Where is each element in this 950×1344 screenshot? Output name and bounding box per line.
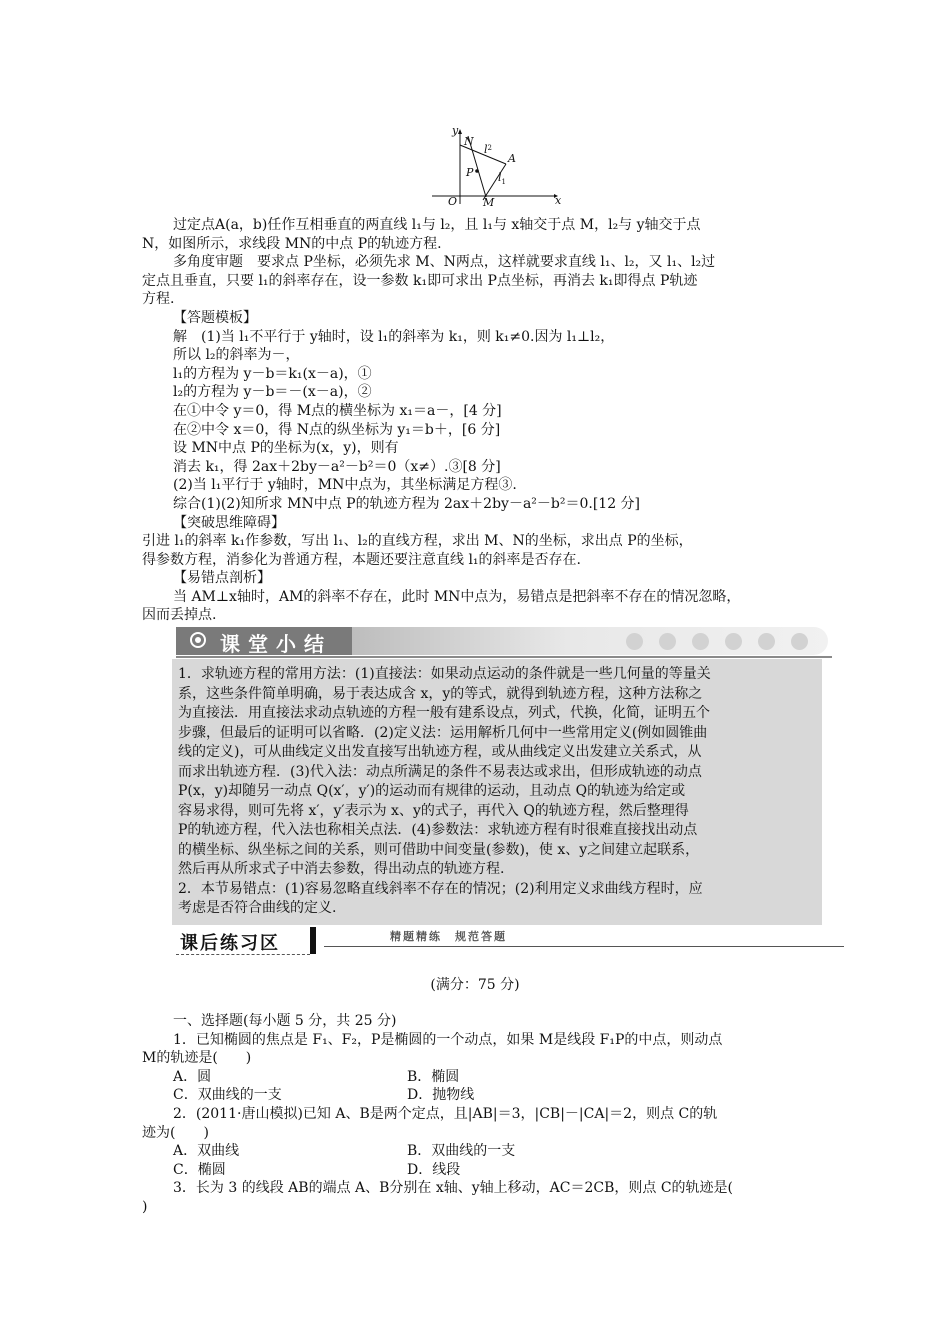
practice-section-title: 课后练习区 [180,933,280,954]
q2-option-a: A．双曲线 [173,1143,240,1160]
problem-block [142,216,820,625]
breakthrough-line-1: 引进 l₁的斜率 k₁作参数，写出 l₁、l₂的直线方程，求出 M、N的坐标，求出点 P的坐标， [142,533,693,550]
point-p [475,169,479,173]
q2-option-d: D．线段 [407,1161,461,1178]
template-line-1: 解 (1)当 l₁不平行于 y轴时，设 l₁的斜率为 k₁，则 k₁≠0.因为 l₁⊥l₂， [173,328,615,345]
template-line-5: 在①中令 y＝0，得 M点的横坐标为 x₁＝a－，[4 分] [173,402,502,419]
label-n: N [464,135,474,148]
q1-options-row-2 [142,1086,820,1105]
dot-icon [659,633,676,650]
label-l2: $l^2$ [484,143,492,156]
template-line-6: 在②中令 x＝0，得 N点的纵坐标为 y₁＝b＋，[6 分] [173,421,501,438]
breakthrough-heading: 【突破思维障碍】 [173,514,285,531]
q3-stem-2: ) [142,1198,148,1215]
summary-section-header [176,627,828,655]
label-a: A [508,152,516,165]
template-line-2: 所以 l₂的斜率为－， [173,347,300,364]
pitfall-heading: 【易错点剖析】 [173,570,271,587]
label-l1: $l_1$ [498,171,506,186]
summary-line-4: 步骤，但最后的证明可以省略．(2)定义法：运用解析几何中一些常用定义(例如圆锥曲 [178,724,708,741]
summary-box [172,659,822,925]
analysis-line-1: 多角度审题 要求点 P坐标，必须先求 M、N两点，这样就要求直线 l₁、l₂，又 l₁、l₂过 [173,254,716,271]
q3-stem-1: 3．长为 3 的线段 AB的端点 A、B分别在 x轴、y轴上移动，AC＝2CB，则点 C的轨迹是( [173,1180,734,1197]
summary-line-9: P的轨迹方程，代入法也称相关点法．(4)参数法：求轨迹方程有时很难直接找出动点 [178,822,698,838]
label-x: x [555,194,562,207]
summary-line-6: 而求出轨迹方程．(3)代入法：动点所满足的条件不易表达或求出，但形成轨迹的动点 [178,763,702,780]
summary-line-11: 然后再从所求式子中消去参数，得出动点的轨迹方程. [178,861,505,877]
q1-option-d: D．抛物线 [407,1087,475,1104]
dot-icon [692,633,709,650]
label-m: M [483,196,495,209]
geometry-figure [430,124,562,209]
analysis-line-2: 定点且垂直，只要 l₁的斜率存在，设一参数 k₁即可求出 P点坐标，再消去 k₁即得点 P轨迹 [142,272,698,289]
problem-line-2: N，如图所示，求线段 MN的中点 P的轨迹方程. [142,235,442,252]
practice-slogan: 精题精练 规范答题 [390,930,507,943]
q2-option-c: C．椭圆 [173,1161,226,1178]
dot-icon [626,633,643,650]
dot-icon [758,633,775,650]
q1-option-b: B．椭圆 [407,1068,460,1085]
summary-line-5: 线的定义)，可从曲线定义出发直接写出轨迹方程，或从曲线定义出发建立关系式，从 [178,744,702,760]
template-line-9: (2)当 l₁平行于 y轴时，MN中点为，其坐标满足方程③. [173,477,517,494]
q2-option-b: B．双曲线的一支 [407,1143,516,1160]
questions-block [142,1012,820,1217]
template-line-10: 综合(1)(2)知所求 MN中点 P的轨迹方程为 2ax＋2by－a²－b²＝0.[12 分] [173,495,641,512]
q1-option-a: A．圆 [173,1068,212,1085]
q1-options-row-1 [142,1068,820,1087]
summary-line-2: 系，这些条件简单明确，易于表达成含 x，y的等式，就得到轨迹方程，这种方法称之 [178,685,703,702]
summary-line-13: 考虑是否符合曲线的定义. [178,900,337,916]
score-note: (满分：75 分) [430,977,520,993]
q2-stem-2: 迹为( ) [142,1124,209,1141]
dot-icon [725,633,742,650]
problem-line-1: 过定点A(a，b)任作互相垂直的两直线 l₁与 l₂，且 l₁与 x轴交于点 M，l₂与 y轴交于点 [173,217,701,233]
divider [324,946,844,947]
summary-line-12: 2．本节易错点：(1)容易忽略直线斜率不存在的情况；(2)利用定义求曲线方程时，应 [178,880,703,897]
template-line-8: 消去 k₁，得 2ax＋2by－a²－b²＝0（x≠）.③[8 分] [173,458,501,475]
q2-options-row-2 [142,1161,820,1180]
decorative-dots [626,633,808,650]
template-line-4: l₂的方程为 y－b＝－(x－a)，② [173,384,372,401]
summary-line-3: 为直接法．用直接法求动点轨迹的方程一般有建系设点，列式，代换，化简，证明五个 [178,705,710,721]
divider [176,954,310,955]
pitfall-line-2: 因而丢掉点. [142,607,217,624]
q2-options-row-1 [142,1142,820,1161]
question-section-heading: 一、选择题(每小题 5 分，共 25 分) [173,1013,397,1029]
q1-stem-1: 1．已知椭圆的焦点是 F₁、F₂，P是椭圆的一个动点，如果 M是线段 F₁P的中点，则动点 [173,1031,723,1048]
dot-icon [791,633,808,650]
practice-section-header [176,924,844,958]
divider [176,656,832,658]
breakthrough-line-2: 得参数方程，消参化为普通方程，本题还要注意直线 l₁的斜率是否存在. [142,551,581,568]
q2-stem-1: 2．(2011·唐山模拟)已知 A、B是两个定点，且|AB|＝3，|CB|－|CA|＝2，则点 C的轨 [173,1105,718,1122]
q1-stem-2: M的轨迹是( ) [142,1050,252,1067]
summary-section-title: 课堂小结 [220,632,332,656]
divider [310,927,316,954]
template-line-3: l₁的方程为 y－b＝k₁(x－a)，① [173,365,372,382]
y-axis-arrow [458,129,462,134]
bullet-circle-icon [190,632,206,648]
template-heading: 【答题模板】 [173,309,257,326]
q1-option-c: C．双曲线的一支 [173,1087,282,1104]
pitfall-line-1: 当 AM⊥x轴时，AM的斜率不存在，此时 MN中点为，易错点是把斜率不存在的情况忽略， [173,588,741,605]
template-line-7: 设 MN中点 P的坐标为(x，y)，则有 [173,440,399,457]
analysis-line-3: 方程. [142,291,175,308]
summary-line-7: P(x，y)却随另一动点 Q(x′，y′)的运动而有规律的运动，且动点 Q的轨迹为给定或 [178,783,686,799]
label-p: P [466,166,474,179]
summary-line-10: 的横坐标、纵坐标之间的关系，则可借助中间变量(参数)，使 x、y之间建立起联系， [178,841,700,858]
label-o: O [448,195,458,208]
label-y: y [452,124,459,137]
summary-line-8: 容易求得，则可先将 x′，y′表示为 x、y的式子，再代入 Q的轨迹方程，然后整理得 [178,802,689,819]
summary-line-1: 1．求轨迹方程的常用方法：(1)直接法：如果动点运动的条件就是一些几何量的等量关 [178,666,711,682]
